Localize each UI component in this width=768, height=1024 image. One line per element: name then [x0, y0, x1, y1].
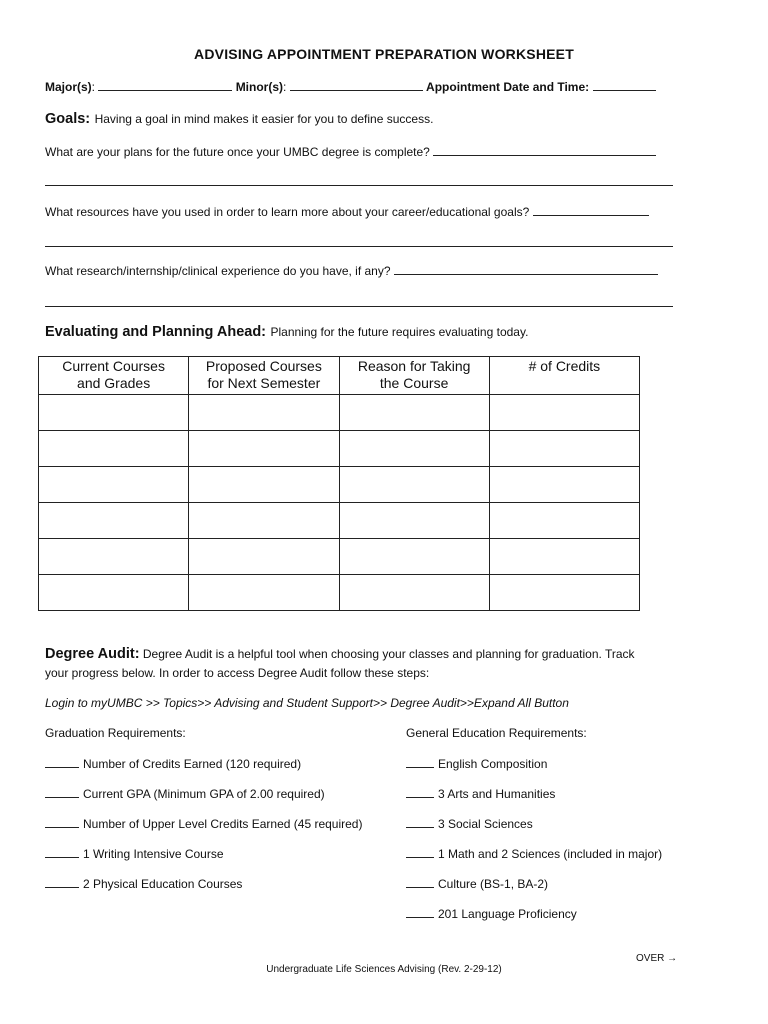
table-row [39, 431, 640, 467]
column-header-line: Reason for Taking [357, 358, 471, 374]
checklist-blank[interactable] [45, 756, 79, 768]
table-row [39, 467, 640, 503]
gen-ed-item-text: Culture (BS-1, BA-2) [438, 877, 549, 891]
major-field[interactable] [98, 79, 232, 91]
checklist-blank[interactable] [406, 906, 434, 918]
graduation-item [45, 876, 242, 891]
table-cell[interactable] [189, 503, 339, 539]
appointment-label: Appointment Date and Time: [426, 80, 590, 94]
table-cell[interactable] [39, 575, 189, 611]
gen-ed-heading: General Education Requirements: [406, 726, 587, 740]
column-header [189, 357, 339, 395]
checklist-blank[interactable] [45, 846, 79, 858]
table-header-row [39, 357, 640, 395]
goals-heading: Goals: [45, 111, 91, 127]
question-2-text: What resources have you used in order to learn more about your career/educational goals? [45, 205, 530, 219]
gen-ed-item [406, 876, 548, 891]
table-row [39, 575, 640, 611]
column-header-line: for Next Semester [207, 375, 321, 391]
degree-audit-intro-line1: Degree Audit is a helpful tool when choosing your classes and planning for graduation. Track [142, 647, 635, 661]
table-cell[interactable] [189, 575, 339, 611]
checklist-blank[interactable] [406, 876, 434, 888]
table-cell[interactable] [189, 467, 339, 503]
graduation-item-text: Number of Credits Earned (120 required) [83, 757, 302, 771]
question-1-text: What are your plans for the future once your UMBC degree is complete? [45, 145, 430, 159]
planning-intro: Planning for the future requires evaluating today. [270, 325, 529, 339]
graduation-item [45, 756, 301, 771]
minor-label: Minor(s) [235, 80, 284, 94]
table-cell[interactable] [339, 539, 489, 575]
major-label: Major(s) [45, 80, 92, 94]
minor-field[interactable] [290, 79, 423, 91]
table-row [39, 395, 640, 431]
header-fields: Major(s): Minor(s): Appointment Date and Time: [45, 79, 656, 94]
checklist-blank[interactable] [45, 816, 79, 828]
graduation-item [45, 846, 224, 861]
table-cell[interactable] [489, 467, 639, 503]
table-cell[interactable] [339, 575, 489, 611]
table-cell[interactable] [339, 431, 489, 467]
column-header-line: Proposed Courses [205, 358, 322, 374]
goals-intro: Having a goal in mind makes it easier for you to define success. [94, 112, 434, 126]
graduation-heading: Graduation Requirements: [45, 726, 186, 740]
question-2 [45, 204, 649, 219]
answer-1-line[interactable] [45, 185, 673, 186]
footer-credit: Undergraduate Life Sciences Advising (Rev. 2-29-12) [266, 964, 502, 975]
page-title: ADVISING APPOINTMENT PREPARATION WORKSHEET [194, 46, 574, 62]
degree-audit-intro-line2: your progress below. In order to access Degree Audit follow these steps: [45, 666, 430, 680]
table-cell[interactable] [189, 431, 339, 467]
answer-3-field[interactable] [394, 263, 658, 275]
graduation-item-text: Number of Upper Level Credits Earned (45 required) [83, 817, 363, 831]
table-cell[interactable] [489, 431, 639, 467]
column-header [489, 357, 639, 395]
degree-audit-heading: Degree Audit: [45, 646, 140, 662]
table-cell[interactable] [39, 503, 189, 539]
gen-ed-item-text: 3 Social Sciences [438, 817, 533, 831]
checklist-blank[interactable] [45, 786, 79, 798]
column-header-line: the Course [379, 375, 449, 391]
column-header-line: and Grades [77, 375, 151, 391]
table-cell[interactable] [339, 467, 489, 503]
table-cell[interactable] [39, 431, 189, 467]
checklist-blank[interactable] [406, 846, 434, 858]
table-cell[interactable] [189, 539, 339, 575]
over-indicator: OVER → [636, 953, 678, 964]
table-cell[interactable] [489, 539, 639, 575]
gen-ed-item [406, 846, 662, 861]
question-1 [45, 144, 656, 159]
answer-2-field[interactable] [533, 204, 649, 216]
planning-heading: Evaluating and Planning Ahead: [45, 324, 267, 340]
checklist-blank[interactable] [406, 756, 434, 768]
table-cell[interactable] [489, 503, 639, 539]
gen-ed-item [406, 906, 577, 921]
question-3 [45, 263, 658, 278]
table-cell[interactable] [39, 395, 189, 431]
table-row [39, 503, 640, 539]
table-cell[interactable] [339, 503, 489, 539]
table-row [39, 539, 640, 575]
answer-2-line[interactable] [45, 246, 673, 247]
table-cell[interactable] [489, 395, 639, 431]
graduation-item [45, 786, 325, 801]
checklist-blank[interactable] [45, 876, 79, 888]
course-planning-table [38, 356, 640, 611]
checklist-blank[interactable] [406, 816, 434, 828]
degree-audit-section [45, 645, 635, 683]
graduation-item-text: 1 Writing Intensive Course [83, 847, 224, 861]
gen-ed-item-text: 1 Math and 2 Sciences (included in major) [438, 847, 663, 861]
gen-ed-item-text: 3 Arts and Humanities [438, 787, 556, 801]
appointment-field[interactable] [593, 79, 656, 91]
graduation-item-text: 2 Physical Education Courses [83, 877, 243, 891]
goals-section [45, 110, 433, 128]
answer-1-field[interactable] [433, 144, 656, 156]
graduation-item-text: Current GPA (Minimum GPA of 2.00 required) [83, 787, 325, 801]
table-cell[interactable] [39, 539, 189, 575]
column-header-line: Current Courses [62, 358, 165, 374]
table-cell[interactable] [39, 467, 189, 503]
column-header-line: # of Credits [528, 358, 601, 374]
column-header [39, 357, 189, 395]
answer-3-line[interactable] [45, 306, 673, 307]
gen-ed-item [406, 756, 547, 771]
planning-section [45, 323, 528, 341]
table-cell[interactable] [189, 395, 339, 431]
degree-audit-path: Login to myUMBC >> Topics>> Advising and Student Support>> Degree Audit>>Expand All Button [45, 696, 569, 710]
gen-ed-item-text: English Composition [438, 757, 548, 771]
table-cell[interactable] [339, 395, 489, 431]
gen-ed-item [406, 786, 555, 801]
question-3-text: What research/internship/clinical experience do you have, if any? [45, 264, 391, 278]
gen-ed-item-text: 201 Language Proficiency [438, 907, 577, 921]
graduation-item [45, 816, 362, 831]
table-body [39, 395, 640, 611]
column-header [339, 357, 489, 395]
checklist-blank[interactable] [406, 786, 434, 798]
table-cell[interactable] [489, 575, 639, 611]
gen-ed-item [406, 816, 533, 831]
